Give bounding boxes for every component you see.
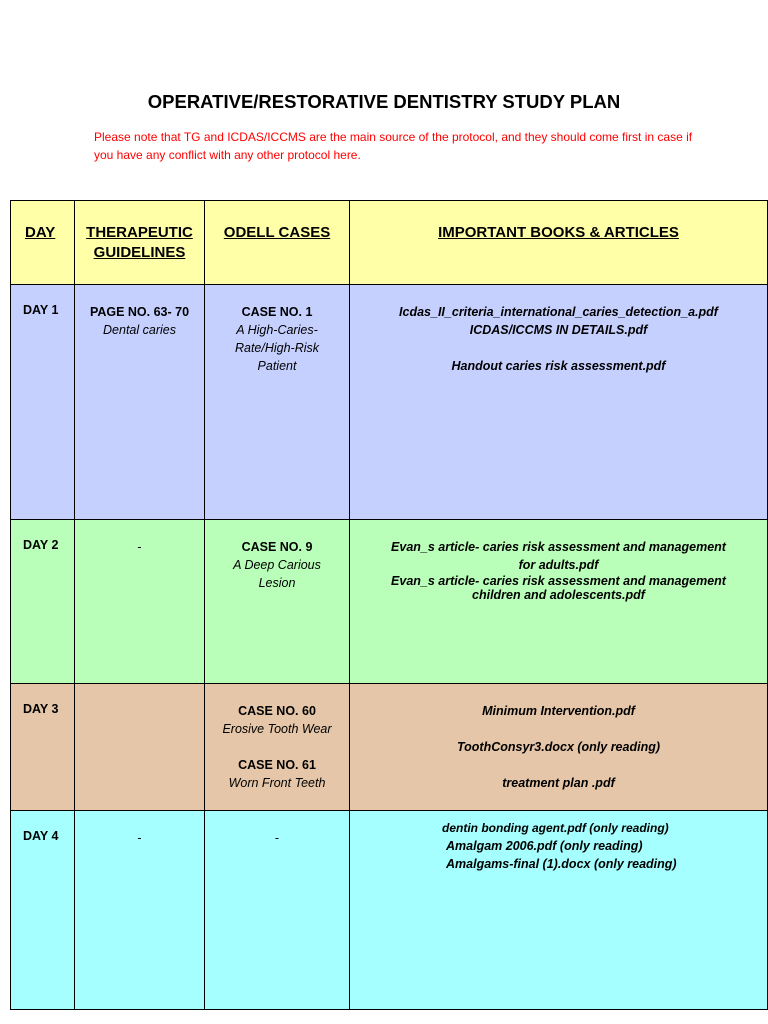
odell-cell: - (205, 811, 350, 1010)
odell-cell (205, 684, 350, 811)
book-entry: Handout caries risk assessment.pdf (451, 359, 666, 373)
header-tg-line1: THERAPEUTIC (86, 224, 193, 241)
book-entry: dentin bonding agent.pdf (only reading) (442, 821, 669, 835)
study-plan-table (10, 200, 768, 1010)
odell-cell (205, 520, 350, 684)
tg-cell (75, 684, 205, 811)
header-odell-cases: ODELL CASES (205, 201, 350, 285)
case-description: A Deep Carious (233, 558, 321, 572)
tg-cell: - (75, 520, 205, 684)
table-row (11, 285, 768, 520)
case-description: Worn Front Teeth (228, 776, 326, 790)
book-entry: ICDAS/ICCMS IN DETAILS.pdf (469, 323, 648, 337)
table-row (11, 811, 768, 1010)
book-entry: Minimum Intervention.pdf (482, 704, 635, 718)
document-title: OPERATIVE/RESTORATIVE DENTISTRY STUDY PLAN (147, 91, 621, 112)
day-label: DAY 4 (11, 811, 75, 1010)
book-entry: children and adolescents.pdf (472, 588, 645, 602)
case-number: CASE NO. 1 (241, 305, 313, 319)
day-label: DAY 2 (11, 520, 75, 684)
book-entry: ToothConsyr3.docx (only reading) (456, 740, 661, 754)
case-description: Patient (257, 359, 297, 373)
tg-topic: Dental caries (103, 323, 176, 337)
odell-cell (205, 285, 350, 520)
case-description: Erosive Tooth Wear (222, 722, 332, 736)
book-entry: Evan_s article- caries risk assessment and management (391, 574, 726, 588)
day-label: DAY 3 (11, 684, 75, 811)
table-row (11, 684, 768, 811)
header-day: DAY (11, 201, 75, 285)
case-description: Rate/High-Risk (234, 341, 320, 355)
header-therapeutic-guidelines (75, 201, 205, 285)
header-tg-line2: GUIDELINES (93, 244, 186, 261)
tg-page: PAGE NO. 63- 70 (89, 305, 190, 319)
protocol-note: Please note that TG and ICDAS/ICCMS are the main source of the protocol, and they should come first in case if you have any conflict with any other protocol here. (94, 130, 693, 162)
case-number: CASE NO. 60 (238, 704, 316, 718)
book-entry: Evan_s article- caries risk assessment and management (391, 540, 726, 554)
books-cell (350, 811, 768, 1010)
tg-cell: - (75, 811, 205, 1010)
header-row (11, 201, 768, 285)
table-row (11, 520, 768, 684)
books-cell (350, 520, 768, 684)
books-cell (350, 684, 768, 811)
case-description: A High-Caries- (236, 323, 318, 337)
case-number: CASE NO. 61 (238, 758, 316, 772)
book-entry: Amalgams-final (1).docx (only reading) (446, 857, 677, 871)
book-entry: Amalgam 2006.pdf (only reading) (446, 839, 643, 853)
day-label: DAY 1 (11, 285, 75, 520)
books-cell (350, 285, 768, 520)
tg-cell (75, 285, 205, 520)
book-entry: Icdas_II_criteria_international_caries_detection_a.pdf (399, 305, 718, 319)
case-number: CASE NO. 9 (241, 540, 313, 554)
book-entry: for adults.pdf (518, 558, 599, 572)
case-description: Lesion (258, 576, 296, 590)
header-books-articles: IMPORTANT BOOKS & ARTICLES (350, 201, 768, 285)
book-entry: treatment plan .pdf (502, 776, 615, 790)
